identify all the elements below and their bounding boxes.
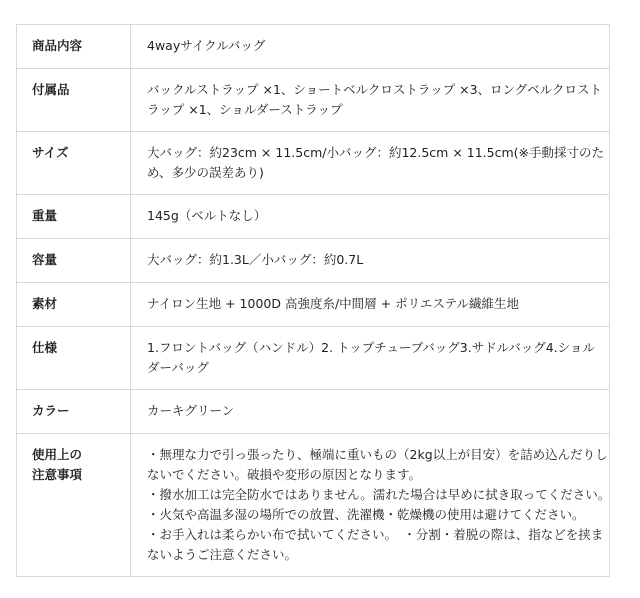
spec-value-line: ナイロン生地 + 1000D 高強度糸/中間層 + ポリエステル繊維生地 <box>147 296 519 311</box>
spec-value <box>131 434 610 577</box>
spec-row-specification <box>17 327 610 390</box>
spec-label <box>17 195 131 239</box>
product-spec-table <box>16 24 610 577</box>
spec-value-line: ダーバッグ <box>147 360 209 375</box>
spec-label <box>17 434 131 577</box>
spec-value <box>131 132 610 195</box>
spec-row-material <box>17 283 610 327</box>
spec-label <box>17 327 131 390</box>
spec-label <box>17 283 131 327</box>
spec-label-line: 使用上の <box>32 447 83 462</box>
spec-value-line: 145g（ベルトなし） <box>147 208 267 223</box>
spec-value-line: ・撥水加工は完全防水ではありません。濡れた場合は早めに拭き取ってください。 <box>147 487 611 502</box>
spec-label <box>17 239 131 283</box>
spec-value-line: 1.フロントバッグ（ハンドル）2. トップチューブバッグ3.サドルバッグ4.ショル <box>147 340 595 355</box>
spec-value-line: ・火気や高温多湿の場所での放置、洗濯機・乾燥機の使用は避けてください。 <box>147 507 585 522</box>
spec-value-line: ないようご注意ください。 <box>147 547 298 562</box>
spec-row-weight <box>17 195 610 239</box>
spec-value <box>131 239 610 283</box>
spec-value-line: め、多少の誤差あり) <box>147 165 264 180</box>
spec-value-line: 大バッグ：約23cm × 11.5cm/小バッグ：約12.5cm × 11.5cm(※手動採寸のた <box>147 145 605 160</box>
spec-row-contents <box>17 25 610 69</box>
spec-label-line: 付属品 <box>32 82 70 97</box>
spec-row-color <box>17 390 610 434</box>
spec-value-line: 4wayサイクルバッグ <box>147 38 266 53</box>
spec-row-size <box>17 132 610 195</box>
spec-row-precautions <box>17 434 610 577</box>
spec-value <box>131 195 610 239</box>
spec-label-line: 仕様 <box>32 340 58 355</box>
spec-label-line: 重量 <box>32 208 58 223</box>
spec-label-line: カラー <box>32 403 70 418</box>
spec-label-line: サイズ <box>32 145 69 160</box>
spec-value <box>131 69 610 132</box>
spec-value-line: ・無理な力で引っ張ったり、極端に重いもの（2kg以上が目安）を詰め込んだりし <box>147 447 608 462</box>
spec-label <box>17 69 131 132</box>
spec-value <box>131 25 610 69</box>
spec-label-line: 商品内容 <box>32 38 83 53</box>
spec-label-line: 素材 <box>32 296 58 311</box>
spec-value-line: カーキグリーン <box>147 403 235 418</box>
spec-value <box>131 327 610 390</box>
spec-row-accessories <box>17 69 610 132</box>
spec-label <box>17 390 131 434</box>
spec-label <box>17 132 131 195</box>
spec-row-capacity <box>17 239 610 283</box>
spec-value-line: 大バッグ：約1.3L／小バッグ：約0.7L <box>147 252 364 267</box>
spec-label <box>17 25 131 69</box>
spec-value-line: バックルストラップ ×1、ショートベルクロストラップ ×3、ロングベルクロスト <box>147 82 603 97</box>
spec-value <box>131 390 610 434</box>
spec-value-line: ラップ ×1、ショルダーストラップ <box>147 102 343 117</box>
spec-label-line: 注意事項 <box>32 467 83 482</box>
spec-value <box>131 283 610 327</box>
spec-value-line: ないでください。破損や変形の原因となります。 <box>147 467 422 482</box>
spec-label-line: 容量 <box>32 252 58 267</box>
spec-value-line: ・お手入れは柔らかい布で拭いてください。 ・分割・着脱の際は、指などを挟ま <box>147 527 604 542</box>
